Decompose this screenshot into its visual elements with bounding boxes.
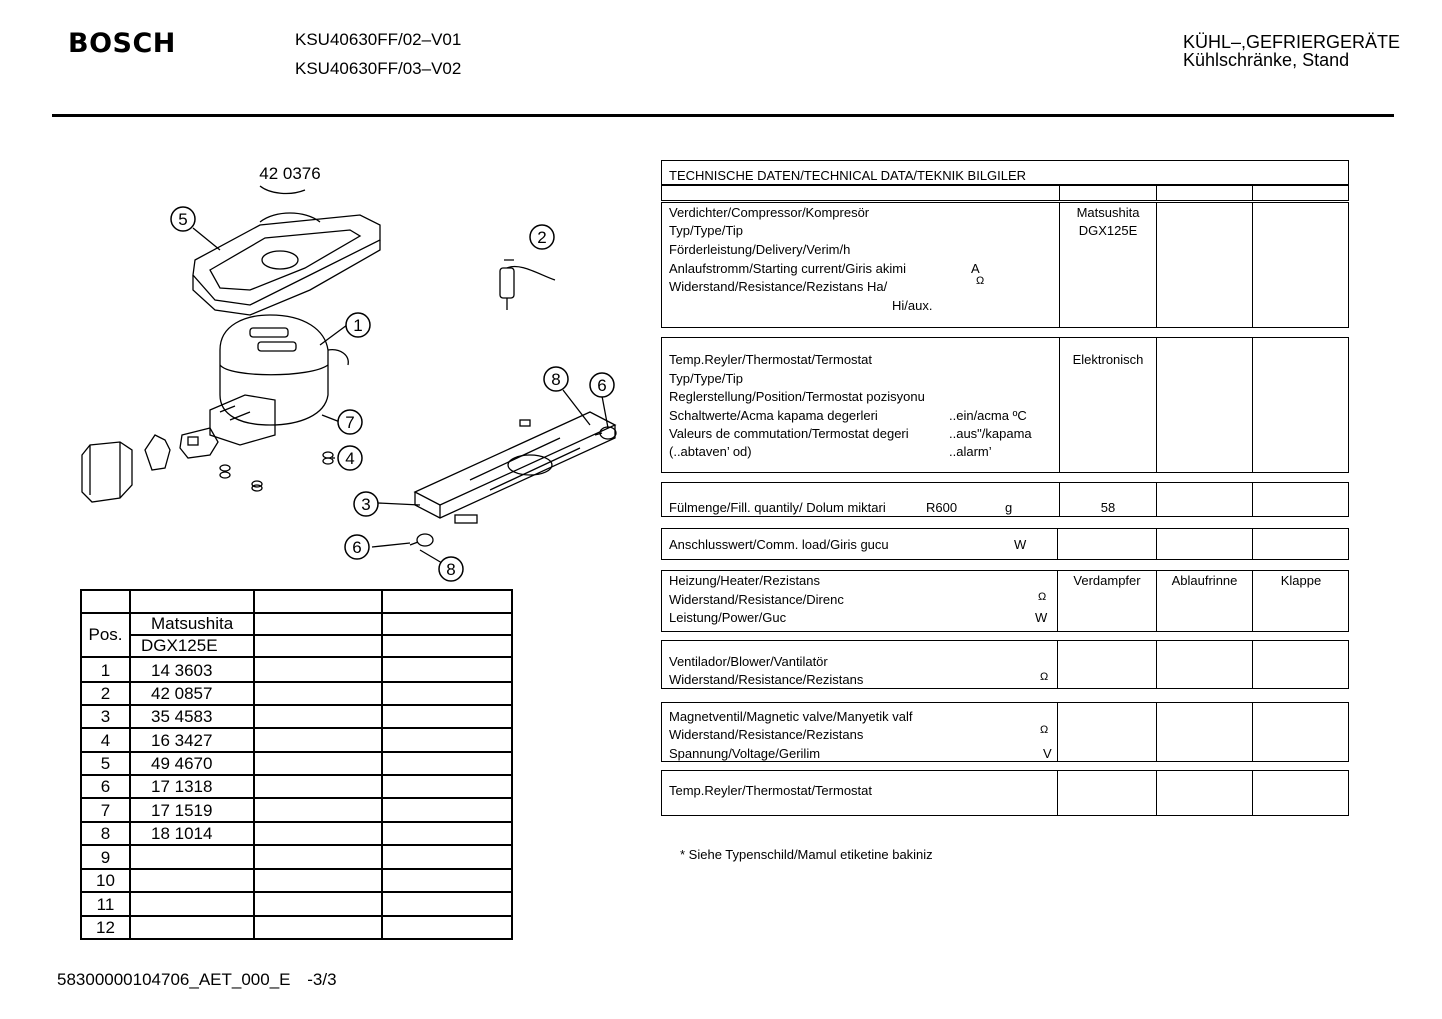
drip-tray-drawing <box>193 213 380 315</box>
table-row: 4 16 3427 <box>81 728 512 752</box>
table-row: 12 <box>81 916 512 939</box>
callout-1: 1 <box>353 316 363 335</box>
compressor-section: Verdichter/Compressor/Kompresör Typ/Type/Tip Förderleistung/Delivery/Verim/h Anlaufstromm/Starting current/Giris akimi Widerstand/Resistance/Rezistans Ha/ Hi/aux. A Ω Matsushita DGX125E <box>661 202 1349 328</box>
category-subtitle: Kühlschränke, Stand <box>1183 50 1350 70</box>
top-part-number: 42 0376 <box>259 164 321 183</box>
fill-quantity-section: Fülmenge/Fill. quantily/ Dolum miktari R600 g 58 <box>661 482 1349 517</box>
header-rule <box>52 114 1394 117</box>
document-number <box>57 970 337 990</box>
table-row: 6 17 1318 <box>81 775 512 798</box>
category-title: KÜHL–,GEFRIERGERÄTE <box>1183 32 1401 52</box>
callout-6-bottom: 6 <box>352 538 362 557</box>
callout-6-top: 6 <box>597 376 607 395</box>
thermostat-2-section: Temp.Reyler/Thermostat/Termostat <box>661 770 1349 816</box>
callout-4: 4 <box>345 449 355 468</box>
pos-header: Pos. <box>81 613 130 657</box>
tech-header-row <box>661 185 1349 201</box>
table-row: 7 17 1519 <box>81 798 512 822</box>
col-header-model: DGX125E <box>130 635 254 657</box>
parts-table <box>80 589 513 940</box>
callout-3: 3 <box>361 495 371 514</box>
capacitor-drawing <box>500 260 555 310</box>
page-number: -3/3 <box>307 970 337 989</box>
exploded-parts-diagram <box>60 150 630 590</box>
table-row: 5 49 4670 <box>81 752 512 775</box>
tech-title: TECHNISCHE DATEN/TECHNICAL DATA/TEKNIK BILGILER <box>669 168 1027 183</box>
base-plate-drawing <box>415 412 615 523</box>
model-number-1: KSU40630FF/02–V01 <box>295 30 462 49</box>
callout-8-top: 8 <box>551 370 561 389</box>
magnet-valve-section: Magnetventil/Magnetic valve/Manyetik valf Widerstand/Resistance/Rezistans Spannung/Voltage/Gerilim Ω V <box>661 702 1349 762</box>
callout-2: 2 <box>537 228 547 247</box>
tech-title-box <box>661 160 1349 185</box>
fan-section: Ventilador/Blower/Vantilatör Widerstand/Resistance/Rezistans Ω <box>661 640 1349 689</box>
table-row: 11 <box>81 892 512 916</box>
table-cell <box>81 590 130 613</box>
model-number-2: KSU40630FF/03–V02 <box>295 59 462 78</box>
thermostat-section: Temp.Reyler/Thermostat/Termostat Typ/Type/Tip Reglerstellung/Position/Termostat pozisyonu Schaltwerte/Acma kapama degerleri Valeurs de commutation/Termostat degeri (..abtaven’ od) ..ein/acma ºC ..aus"/kapama ..alarm’ Elektronisch <box>661 337 1349 473</box>
heater-section: Heizung/Heater/Rezistans Widerstand/Resistance/Direnc Leistung/Power/Guc Ω W Verdampfer Ablaufrinne Klappe <box>661 570 1349 632</box>
table-row: 1 14 3603 <box>81 657 512 682</box>
callout-8-bottom: 8 <box>446 560 456 579</box>
document-id: 58300000104706_AET_000_E <box>57 970 291 989</box>
table-row: 3 35 4583 <box>81 705 512 728</box>
brand-logo: BOSCH <box>68 28 176 59</box>
compressor-drawing <box>210 315 348 445</box>
table-row: 9 <box>81 845 512 869</box>
footnote: * Siehe Typenschild/Mamul etiketine bakiniz <box>680 847 933 862</box>
relay-cover-drawing <box>82 428 218 502</box>
connection-load-section: Anschlusswert/Comm. load/Giris gucu W <box>661 528 1349 560</box>
table-row: 8 18 1014 <box>81 822 512 845</box>
callout-7: 7 <box>345 413 355 432</box>
table-row: 10 <box>81 869 512 892</box>
table-row: 2 42 0857 <box>81 682 512 705</box>
callout-5: 5 <box>178 210 188 229</box>
col-header-maker: Matsushita <box>130 613 254 635</box>
